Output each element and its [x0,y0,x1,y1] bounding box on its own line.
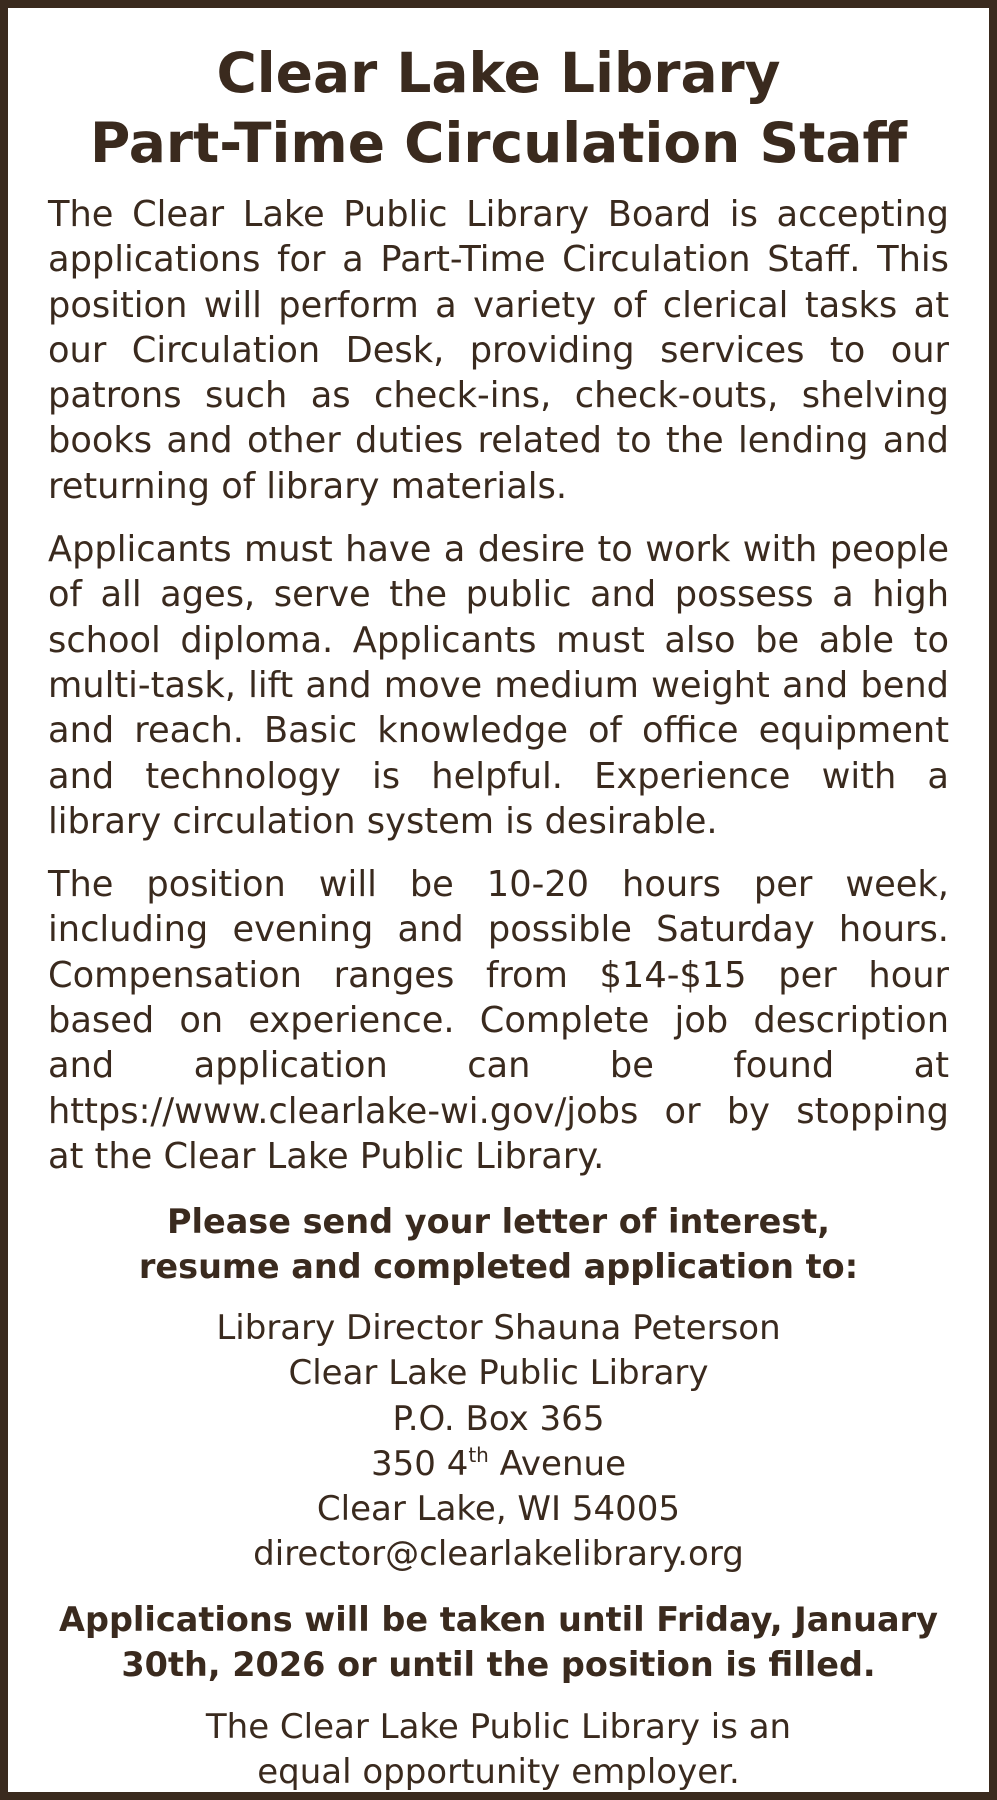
application-deadline [48,1597,949,1687]
address-city-state-zip: Clear Lake, WI 54005 [316,1489,681,1530]
address-email: director@clearlakelibrary.org [253,1534,744,1575]
send-application-heading [48,1199,949,1289]
address-po-box: P.O. Box 365 [392,1398,605,1439]
address-recipient: Library Director Shauna Peterson [216,1308,781,1349]
eoe-line-2: equal opportunity employer. [257,1752,740,1793]
deadline-line-2: 30th, 2026 or until the position is filled. [121,1645,876,1685]
deadline-line-1: Applications will be taken until Friday, January [59,1600,938,1640]
title-line-position: Part-Time Circulation Staff [89,111,908,175]
ad-title [48,38,949,178]
eoe-line-1: The Clear Lake Public Library is an [205,1707,792,1748]
paragraph-hours-compensation: The position will be 10-20 hours per week, including evening and possible Saturday hours. Compensation ranges from $14-$15 per hour based on experience. Complete job description and application can be found at https://www.clearlake-wi.gov/jobs or by stopping at the Clear Lake Public Library. [48,864,949,1177]
street-number: 350 4 [370,1443,469,1484]
title-line-library: Clear Lake Library [216,41,781,105]
paragraph-requirements: Applicants must have a desire to work with people of all ages, serve the public and possess a high school diploma. Applicants must also be able to multi-task, lift and move medium weight and bend and reach. Basic knowledge of office equipment and technology is helpful. Experience with a library circulation system is desirable. [48,529,949,842]
send-to-line-1: Please send your letter of interest, [166,1202,831,1242]
equal-opportunity-statement [48,1705,949,1795]
send-to-line-2: resume and completed application to: [138,1247,859,1287]
street-name: Avenue [488,1443,626,1484]
address-street [48,1442,949,1487]
mailing-address [48,1306,949,1577]
street-ordinal-suffix: th [468,1442,489,1467]
paragraph-position-description: The Clear Lake Public Library Board is accepting applications for a Part-Time Circulation Staff. This position will perform a variety of clerical tasks at our Circulation Desk, providing services to our patrons such as check-ins, check-outs, shelving books and other duties related to the lending and returning of library materials. [48,194,949,507]
address-organization: Clear Lake Public Library [288,1353,709,1394]
